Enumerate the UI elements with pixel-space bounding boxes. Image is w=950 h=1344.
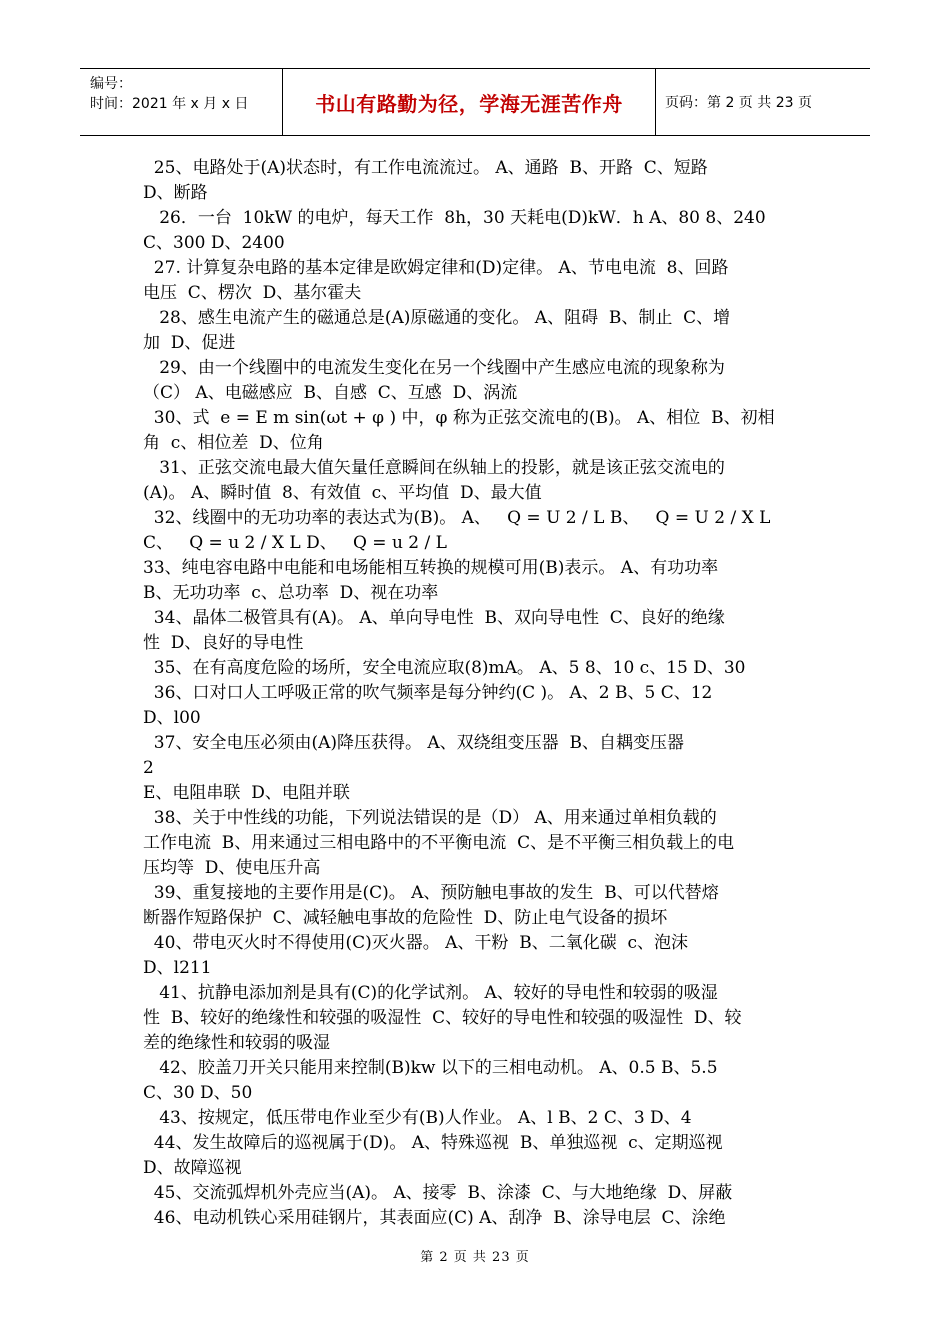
text-line: 工作电流 B、用来通过三相电路中的不平衡电流 C、是不平衡三相负载上的电 xyxy=(143,833,735,853)
text-line: 35、在有高度危险的场所，安全电流应取(8)mA。 A、5 8、10 c、15 D、30 xyxy=(143,658,746,678)
text-line: 40、带电灭火时不得使用(C)灭火器。 A、干粉 B、二氧化碳 c、泡沫 xyxy=(143,933,689,953)
text-line: E、电阻串联 D、电阻并联 xyxy=(143,783,350,803)
text-line: 差的绝缘性和较弱的吸湿 xyxy=(143,1033,330,1053)
text-line: 电压 C、楞次 D、基尔霍夫 xyxy=(143,283,362,303)
page-info: 页码：第 2 页 共 23 页 xyxy=(665,95,812,111)
text-line: D、l00 xyxy=(143,708,201,728)
text-line: 41、抗静电添加剂是具有(C)的化学试剂。 A、较好的导电性和较弱的吸湿 xyxy=(143,983,718,1003)
text-line: D、l211 xyxy=(143,958,212,978)
text-line: 32、线圈中的无功功率的表达式为(B)。 A、 Q = U 2 / L B、 Q = U 2 / X L xyxy=(143,508,771,528)
text-line: 34、晶体二极管具有(A)。 A、单向导电性 B、双向导电性 C、良好的绝缘 xyxy=(143,608,725,628)
document-body xyxy=(143,156,808,1231)
text-line: 性 B、较好的绝缘性和较强的吸湿性 C、较好的导电性和较强的吸湿性 D、较 xyxy=(143,1008,742,1028)
text-line: 39、重复接地的主要作用是(C)。 A、预防触电事故的发生 B、可以代替熔 xyxy=(143,883,719,903)
text-line: 42、胶盖刀开关只能用来控制(B)kw 以下的三相电动机。 A、0.5 B、5.5 xyxy=(143,1058,718,1078)
text-line: D、故障巡视 xyxy=(143,1158,242,1178)
text-line: 26．一台 10kW 的电炉，每天工作 8h，30 天耗电(D)kW．h A、80 8、240 xyxy=(143,208,766,228)
text-line: 44、发生故障后的巡视属于(D)。 A、特殊巡视 B、单独巡视 c、定期巡视 xyxy=(143,1133,723,1153)
text-line: C、30 D、50 xyxy=(143,1083,253,1103)
number-label: 编号： xyxy=(90,76,132,92)
text-line: 30、式 e = E m sin(ωt + φ ) 中，φ 称为正弦交流电的(B)。 A、相位 B、初相 xyxy=(143,408,775,428)
text-line: 28、感生电流产生的磁通总是(A)原磁通的变化。 A、阻碍 B、制止 C、增 xyxy=(143,308,731,328)
motto: 书山有路勤为径，学海无涯苦作舟 xyxy=(282,69,656,135)
header-left-cell xyxy=(80,69,282,135)
text-line: C、300 D、2400 xyxy=(143,233,285,253)
text-line: 27. 计算复杂电路的基本定律是欧姆定律和(D)定律。 A、节电电流 8、回路 xyxy=(143,258,729,278)
text-line: (A)。 A、瞬时值 8、有效值 c、平均值 D、最大值 xyxy=(143,483,542,503)
text-line: 33、纯电容电路中电能和电场能相互转换的规模可用(B)表示。 A、有功功率 xyxy=(143,558,719,578)
text-line: 31、正弦交流电最大值矢量任意瞬间在纵轴上的投影，就是该正弦交流电的 xyxy=(143,458,725,478)
text-line: 性 D、良好的导电性 xyxy=(143,633,304,653)
text-line: 加 D、促进 xyxy=(143,333,236,353)
text-line: 压均等 D、使电压升高 xyxy=(143,858,321,878)
text-line: 45、交流弧焊机外壳应当(A)。 A、接零 B、涂漆 C、与大地绝缘 D、屏蔽 xyxy=(143,1183,733,1203)
text-line: 断器作短路保护 C、减轻触电事故的危险性 D、防止电气设备的损坏 xyxy=(143,908,668,928)
text-line: 37、安全电压必须由(A)降压获得。 A、双绕组变压器 B、自耦变压器 xyxy=(143,733,684,753)
text-line: 29、由一个线圈中的电流发生变化在另一个线圈中产生感应电流的现象称为 xyxy=(143,358,725,378)
page-footer: 第 2 页 共 23 页 xyxy=(420,1250,530,1265)
text-line: D、断路 xyxy=(143,183,208,203)
text-line: 38、关于中性线的功能，下列说法错误的是（D） A、用来通过单相负载的 xyxy=(143,808,717,828)
text-line: 46、电动机铁心采用硅钢片，其表面应(C) A、刮净 B、涂导电层 C、涂绝 xyxy=(143,1208,726,1228)
text-line: 36、口对口人工呼吸正常的吹气频率是每分钟约(C )。 A、2 B、5 C、12 xyxy=(143,683,713,703)
text-line: 2 xyxy=(143,758,154,778)
time-label: 时间：2021 年 x 月 x 日 xyxy=(90,96,249,112)
page-header xyxy=(80,68,870,136)
text-line: （C） A、电磁感应 B、自感 C、互感 D、涡流 xyxy=(143,383,518,403)
text-line: 角 c、相位差 D、位角 xyxy=(143,433,324,453)
text-line: C、 Q = u 2 / X L D、 Q = u 2 / L xyxy=(143,533,447,553)
text-line: B、无功功率 c、总功率 D、视在功率 xyxy=(143,583,439,603)
text-line: 43、按规定，低压带电作业至少有(B)人作业。 A、l B、2 C、3 D、4 xyxy=(143,1108,692,1128)
text-line: 25、电路处于(A)状态时，有工作电流流过。 A、通路 B、开路 C、短路 xyxy=(143,158,708,178)
